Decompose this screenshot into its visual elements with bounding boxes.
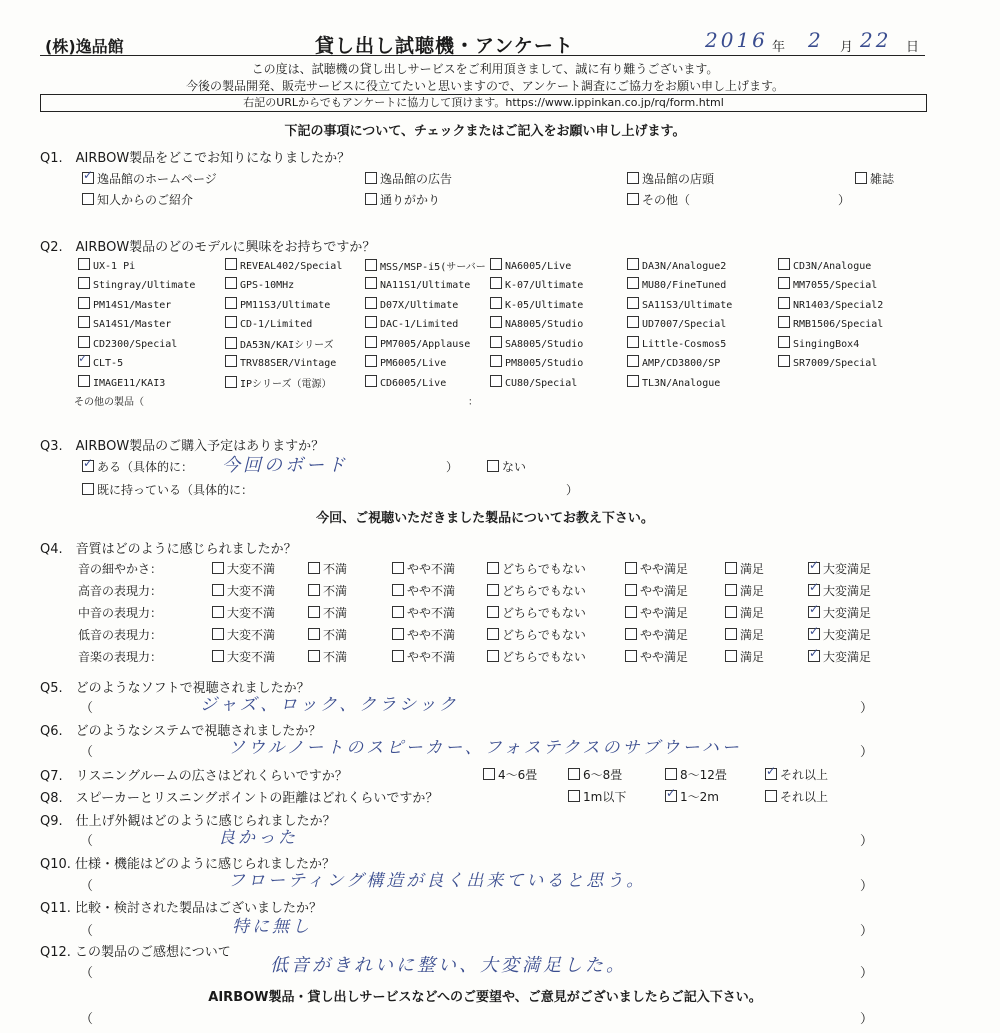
- checkbox[interactable]: [225, 376, 237, 388]
- date-month: 2: [808, 28, 824, 52]
- q2-model-option[interactable]: ✓CLT-5: [78, 355, 123, 369]
- checkbox-checked[interactable]: [808, 584, 820, 596]
- checkbox[interactable]: [78, 375, 90, 387]
- checkbox[interactable]: [487, 460, 499, 472]
- q4-rating-option[interactable]: 満足: [725, 604, 764, 621]
- q4-rating-option[interactable]: どちらでもない: [487, 582, 586, 599]
- q2-model-option[interactable]: SA11S3/Ultimate: [627, 297, 732, 311]
- checkbox[interactable]: [490, 297, 502, 309]
- q10-close: ）: [860, 879, 874, 894]
- q2-model-option[interactable]: NA11S1/Ultimate: [365, 277, 470, 291]
- checkbox[interactable]: [855, 172, 867, 184]
- checkbox[interactable]: [483, 768, 495, 780]
- checkbox[interactable]: [490, 375, 502, 387]
- checkbox[interactable]: [78, 297, 90, 309]
- q2-model-option[interactable]: DA3N/Analogue2: [627, 258, 726, 272]
- q2-model-option[interactable]: D07X/Ultimate: [365, 297, 458, 311]
- instruction: 下記の事項について、チェックまたはご記入をお願い申し上げます。: [284, 124, 686, 139]
- checkbox[interactable]: [225, 277, 237, 289]
- checkbox-checked[interactable]: [808, 562, 820, 574]
- checkbox[interactable]: [308, 606, 320, 618]
- q4-row-label: 音の細やかさ：: [78, 562, 163, 576]
- q4-rating-option[interactable]: やや満足: [625, 604, 688, 621]
- q12-label: Q12. この製品のご感想について: [40, 945, 231, 960]
- header-underline: [40, 55, 925, 56]
- footer-request-label: AIRBOW製品・貸し出しサービスなどへのご要望や、ご意見がございましたらご記入下さい。: [208, 990, 762, 1005]
- q2-model-option[interactable]: UX-1 Pi: [78, 258, 135, 272]
- month-unit: 月: [840, 40, 854, 55]
- q6-label: Q6. どのようなシステムで視聴されましたか？: [40, 724, 322, 739]
- checkbox[interactable]: [225, 258, 237, 270]
- q7-option-6-8[interactable]: 6～8畳: [568, 766, 622, 783]
- q4-rating-option[interactable]: やや不満: [392, 560, 455, 577]
- checkbox[interactable]: [725, 606, 737, 618]
- q4-rating-option[interactable]: やや満足: [625, 626, 688, 643]
- q4-rating-option[interactable]: ✓ 大変満足: [808, 582, 871, 599]
- checkbox[interactable]: [392, 628, 404, 640]
- checkbox[interactable]: [365, 355, 377, 367]
- q4-rating-option[interactable]: ✓ 大変満足: [808, 604, 871, 621]
- q5-close: ）: [860, 701, 874, 716]
- q4-rating-option[interactable]: ✓ 大変満足: [808, 560, 871, 577]
- q12-answer[interactable]: 低音がきれいに整い、大変満足した。: [270, 955, 627, 976]
- q2-model-option[interactable]: MM7055/Special: [778, 277, 877, 291]
- q2-model-option[interactable]: PM6005/Live: [365, 355, 446, 369]
- q4-rating-option[interactable]: 満足: [725, 626, 764, 643]
- footer-open: （: [80, 1012, 94, 1027]
- q2-model-option[interactable]: NA8005/Studio: [490, 316, 583, 330]
- q2-model-option[interactable]: REVEAL402/Special: [225, 258, 342, 272]
- checkbox[interactable]: [487, 650, 499, 662]
- checkbox[interactable]: [225, 297, 237, 309]
- intro-line-1: この度は、試聴機の貸し出しサービスをご利用頂きまして、誠に有り難うございます。: [251, 62, 719, 76]
- q1-option-passing[interactable]: 通りがかり: [365, 191, 440, 208]
- checkbox[interactable]: [487, 584, 499, 596]
- checkbox-checked[interactable]: [82, 172, 94, 184]
- q9-open: （: [80, 834, 94, 849]
- checkbox[interactable]: [627, 316, 639, 328]
- checkbox[interactable]: [627, 277, 639, 289]
- q2-model-option[interactable]: CD2300/Special: [78, 336, 177, 350]
- q2-other-product[interactable]: その他の製品（: [74, 397, 144, 408]
- q4-rating-option[interactable]: 大変不満: [212, 626, 275, 643]
- q4-rating-option[interactable]: やや満足: [625, 648, 688, 665]
- checkbox[interactable]: [725, 628, 737, 640]
- checkbox[interactable]: [365, 172, 377, 184]
- checkbox[interactable]: [212, 562, 224, 574]
- checkbox[interactable]: [725, 650, 737, 662]
- q4-rating-option[interactable]: 不満: [308, 560, 347, 577]
- q4-rating-option[interactable]: どちらでもない: [487, 626, 586, 643]
- q2-model-option[interactable]: IMAGE11/KAI3: [78, 375, 165, 389]
- q6-open: （: [80, 745, 94, 760]
- checkbox[interactable]: [392, 584, 404, 596]
- q8-option-more[interactable]: それ以上: [765, 788, 828, 805]
- url-box: [40, 94, 927, 112]
- q2-model-option[interactable]: K-05/Ultimate: [490, 297, 583, 311]
- q1-option-homepage[interactable]: ✓逸品館のホームページ: [82, 170, 217, 187]
- checkbox-checked[interactable]: [808, 650, 820, 662]
- checkbox[interactable]: [78, 316, 90, 328]
- q4-rating-option[interactable]: 大変不満: [212, 582, 275, 599]
- q2-model-option[interactable]: CD6005/Live: [365, 375, 446, 389]
- q4-rating-option[interactable]: やや不満: [392, 626, 455, 643]
- checkbox[interactable]: [78, 258, 90, 270]
- checkbox[interactable]: [778, 277, 790, 289]
- q2-model-option[interactable]: DAC-1/Limited: [365, 316, 458, 330]
- checkbox[interactable]: [212, 628, 224, 640]
- q4-rating-option[interactable]: やや不満: [392, 582, 455, 599]
- checkbox[interactable]: [225, 316, 237, 328]
- q4-rating-option[interactable]: 不満: [308, 626, 347, 643]
- checkbox[interactable]: [365, 277, 377, 289]
- q4-rating-option[interactable]: どちらでもない: [487, 560, 586, 577]
- q2-model-option[interactable]: DA53N/KAIシリーズ: [225, 336, 334, 351]
- q1-other-close: ）: [838, 193, 851, 207]
- checkbox[interactable]: [212, 606, 224, 618]
- checkbox[interactable]: [627, 336, 639, 348]
- q8-label: Q8. スピーカーとリスニングポイントの距離はどれくらいですか？: [40, 791, 439, 806]
- q6-answer[interactable]: ソウルノートのスピーカー、フォステクスのサブウーハー: [228, 738, 742, 758]
- checkbox[interactable]: [308, 650, 320, 662]
- checkbox[interactable]: [778, 336, 790, 348]
- checkbox[interactable]: [212, 584, 224, 596]
- checkbox[interactable]: [627, 193, 639, 205]
- q4-rating-option[interactable]: 大変不満: [212, 648, 275, 665]
- q1-option-ad[interactable]: 逸品館の広告: [365, 170, 452, 187]
- q2-model-option[interactable]: Little-Cosmos5: [627, 336, 726, 350]
- q3-option-own[interactable]: 既に持っている（具体的に：: [82, 481, 253, 498]
- q11-open: （: [80, 924, 94, 939]
- q4-rating-option[interactable]: やや不満: [392, 604, 455, 621]
- q4-row-label: 音楽の表現力：: [78, 650, 163, 664]
- intro-line-2: 今後の製品開発、販売サービスに役立てたいと思いますので、アンケート調査にご協力をお願い申し上げます。: [185, 79, 785, 93]
- checkbox[interactable]: [78, 277, 90, 289]
- q2-model-option[interactable]: TL3N/Analogue: [627, 375, 720, 389]
- checkbox[interactable]: [308, 562, 320, 574]
- q2-model-option[interactable]: SA8005/Studio: [490, 336, 583, 350]
- checkbox[interactable]: [490, 277, 502, 289]
- q7-option-8-12[interactable]: 8～12畳: [665, 766, 727, 783]
- q4-rating-option[interactable]: 不満: [308, 604, 347, 621]
- checkbox[interactable]: [778, 258, 790, 270]
- checkbox[interactable]: [365, 193, 377, 205]
- checkbox[interactable]: [627, 297, 639, 309]
- q9-label: Q9. 仕上げ外観はどのように感じられましたか？: [40, 814, 336, 829]
- q11-label: Q11. 比較・検討された製品はございましたか？: [40, 901, 323, 916]
- q2-model-option[interactable]: Stingray/Ultimate: [78, 277, 195, 291]
- q8-option-under-1m[interactable]: 1m以下: [568, 788, 626, 805]
- q7-label: Q7. リスニングルームの広さはどれくらいですか？: [40, 769, 348, 784]
- company-name: (株)逸品館: [45, 37, 124, 56]
- checkbox[interactable]: [82, 193, 94, 205]
- q1-option-store[interactable]: 逸品館の店頭: [627, 170, 714, 187]
- checkbox[interactable]: [392, 606, 404, 618]
- checkbox[interactable]: [392, 562, 404, 574]
- checkbox[interactable]: [568, 790, 580, 802]
- q4-rating-option[interactable]: どちらでもない: [487, 604, 586, 621]
- checkbox[interactable]: [625, 562, 637, 574]
- checkbox[interactable]: [625, 584, 637, 596]
- q2-model-option[interactable]: NA6005/Live: [490, 258, 571, 272]
- form-title: 貸し出し試聴機・アンケート: [315, 35, 574, 57]
- q4-rating-option[interactable]: ✓ 大変満足: [808, 626, 871, 643]
- q10-label: Q10. 仕様・機能はどのように感じられましたか？: [40, 857, 336, 872]
- checkbox[interactable]: [490, 336, 502, 348]
- q2-model-option[interactable]: PM14S1/Master: [78, 297, 171, 311]
- day-unit: 日: [906, 40, 920, 55]
- q4-rating-option[interactable]: 不満: [308, 648, 347, 665]
- q10-answer[interactable]: フローティング構造が良く出来ていると思う。: [228, 871, 647, 891]
- q4-rating-option[interactable]: 大変不満: [212, 560, 275, 577]
- q2-model-option[interactable]: MSS/MSP-i5(サーバー: [365, 258, 486, 273]
- q2-model-option[interactable]: MU80/FineTuned: [627, 277, 726, 291]
- checkbox[interactable]: [82, 483, 94, 495]
- checkbox[interactable]: [225, 337, 237, 349]
- q7-option-more[interactable]: ✓ それ以上: [765, 766, 828, 783]
- checkbox[interactable]: [365, 316, 377, 328]
- q2-model-option[interactable]: PM8005/Studio: [490, 355, 583, 369]
- q2-model-option[interactable]: CD-1/Limited: [225, 316, 312, 330]
- q2-model-option[interactable]: AMP/CD3800/SP: [627, 355, 720, 369]
- q4-row-label: 高音の表現力：: [78, 584, 163, 598]
- checkbox-checked[interactable]: [808, 628, 820, 640]
- q4-rating-option[interactable]: 満足: [725, 582, 764, 599]
- checkbox[interactable]: [778, 316, 790, 328]
- q4-rating-option[interactable]: ✓ 大変満足: [808, 648, 871, 665]
- q5-answer[interactable]: ジャズ、ロック、クラシック: [200, 695, 459, 715]
- q4-label: Q4. 音質はどのように感じられましたか？: [40, 542, 297, 557]
- q1-option-other[interactable]: その他（: [627, 191, 690, 208]
- q2-model-option[interactable]: UD7007/Special: [627, 316, 726, 330]
- q10-open: （: [80, 879, 94, 894]
- q7-option-4-6[interactable]: 4～6畳: [483, 766, 537, 783]
- checkbox[interactable]: [308, 584, 320, 596]
- checkbox[interactable]: [778, 355, 790, 367]
- footer-input[interactable]: [100, 1006, 850, 1026]
- q2-model-option[interactable]: K-07/Ultimate: [490, 277, 583, 291]
- q2-model-option[interactable]: SR7009/Special: [778, 355, 877, 369]
- q11-answer[interactable]: 特に無し: [232, 917, 312, 937]
- checkbox[interactable]: [365, 336, 377, 348]
- year-unit: 年: [772, 40, 786, 55]
- q1-label: Q1. AIRBOW製品をどこでお知りになりましたか？: [40, 151, 351, 166]
- checkbox-checked[interactable]: [765, 768, 777, 780]
- checkbox[interactable]: [665, 768, 677, 780]
- q3-option-yes[interactable]: ✓ある（具体的に：: [82, 458, 193, 475]
- q3-option-no[interactable]: ない: [487, 458, 526, 475]
- date-year: 2016: [705, 28, 768, 52]
- checkbox[interactable]: [490, 258, 502, 270]
- q4-row-label: 中音の表現力：: [78, 606, 163, 620]
- q5-label: Q5. どのようなソフトで視聴されましたか？: [40, 681, 310, 696]
- q4-rating-option[interactable]: 不満: [308, 582, 347, 599]
- q2-other-sep: ：: [468, 397, 478, 408]
- checkbox[interactable]: [627, 375, 639, 387]
- checkbox-checked[interactable]: [82, 460, 94, 472]
- checkbox-checked[interactable]: [665, 790, 677, 802]
- q4-rating-option[interactable]: やや満足: [625, 560, 688, 577]
- checkbox[interactable]: [627, 172, 639, 184]
- checkbox[interactable]: [78, 336, 90, 348]
- q4-rating-option[interactable]: 大変不満: [212, 604, 275, 621]
- q12-close: ）: [860, 966, 874, 981]
- q4-row-label: 低音の表現力：: [78, 628, 163, 642]
- checkbox[interactable]: [308, 628, 320, 640]
- q2-model-option[interactable]: PM11S3/Ultimate: [225, 297, 330, 311]
- checkbox[interactable]: [487, 606, 499, 618]
- q8-option-1-2m[interactable]: ✓ 1～2m: [665, 788, 719, 805]
- checkbox[interactable]: [625, 628, 637, 640]
- checkbox[interactable]: [365, 297, 377, 309]
- checkbox[interactable]: [392, 650, 404, 662]
- q11-close: ）: [860, 924, 874, 939]
- q2-model-option[interactable]: SA14S1/Master: [78, 316, 171, 330]
- q2-model-option[interactable]: CU80/Special: [490, 375, 577, 389]
- checkbox[interactable]: [778, 297, 790, 309]
- q5-open: （: [80, 701, 94, 716]
- q2-model-option[interactable]: RMB1506/Special: [778, 316, 883, 330]
- q3-label: Q3. AIRBOW製品のご購入予定はありますか？: [40, 439, 325, 454]
- q4-rating-option[interactable]: やや不満: [392, 648, 455, 665]
- checkbox[interactable]: [365, 259, 377, 271]
- checkbox[interactable]: [625, 650, 637, 662]
- q3-own-close: ）: [566, 483, 579, 497]
- checkbox[interactable]: [725, 584, 737, 596]
- checkbox[interactable]: [487, 628, 499, 640]
- q4-rating-option[interactable]: やや満足: [625, 582, 688, 599]
- date-day: 22: [860, 28, 892, 52]
- q4-rating-option[interactable]: 満足: [725, 648, 764, 665]
- checkbox[interactable]: [225, 355, 237, 367]
- q1-option-friend[interactable]: 知人からのご紹介: [82, 191, 193, 208]
- checkbox[interactable]: [627, 258, 639, 270]
- checkbox[interactable]: [487, 562, 499, 574]
- checkbox[interactable]: [725, 562, 737, 574]
- q2-model-option[interactable]: PM7005/Applause: [365, 336, 470, 350]
- q2-label: Q2. AIRBOW製品のどのモデルに興味をお持ちですか？: [40, 240, 376, 255]
- q2-model-option[interactable]: TRV88SER/Vintage: [225, 355, 336, 369]
- q4-rating-option[interactable]: どちらでもない: [487, 648, 586, 665]
- section2-title: 今回、ご視聴いただきました製品についてお教え下さい。: [316, 511, 654, 526]
- q2-model-option[interactable]: SingingBox4: [778, 336, 859, 350]
- footer-close: ）: [860, 1012, 874, 1027]
- q3-yes-answer: 今回のボード: [222, 455, 348, 476]
- q12-open: （: [80, 966, 94, 981]
- q2-model-option[interactable]: CD3N/Analogue: [778, 258, 871, 272]
- checkbox-checked[interactable]: [808, 606, 820, 618]
- checkbox[interactable]: [490, 355, 502, 367]
- checkbox[interactable]: [365, 375, 377, 387]
- checkbox[interactable]: [765, 790, 777, 802]
- q2-model-option[interactable]: IPシリーズ（電源）: [225, 375, 332, 390]
- q6-close: ）: [860, 745, 874, 760]
- q2-model-option[interactable]: GPS-10MHz: [225, 277, 294, 291]
- q9-answer[interactable]: 良かった: [218, 828, 298, 848]
- checkbox-checked[interactable]: [78, 355, 90, 367]
- url-line: 右記のURLからでもアンケートに協力して頂けます。https://www.ippinkan.co.jp/rq/form.html: [243, 96, 724, 109]
- q3-yes-close: ）: [446, 460, 459, 474]
- q9-close: ）: [860, 834, 874, 849]
- checkbox[interactable]: [568, 768, 580, 780]
- q4-rating-option[interactable]: 満足: [725, 560, 764, 577]
- checkbox[interactable]: [627, 355, 639, 367]
- checkbox[interactable]: [212, 650, 224, 662]
- checkbox[interactable]: [490, 316, 502, 328]
- q2-model-option[interactable]: NR1403/Special2: [778, 297, 883, 311]
- q1-option-magazine[interactable]: 雑誌: [855, 170, 894, 187]
- checkbox[interactable]: [625, 606, 637, 618]
